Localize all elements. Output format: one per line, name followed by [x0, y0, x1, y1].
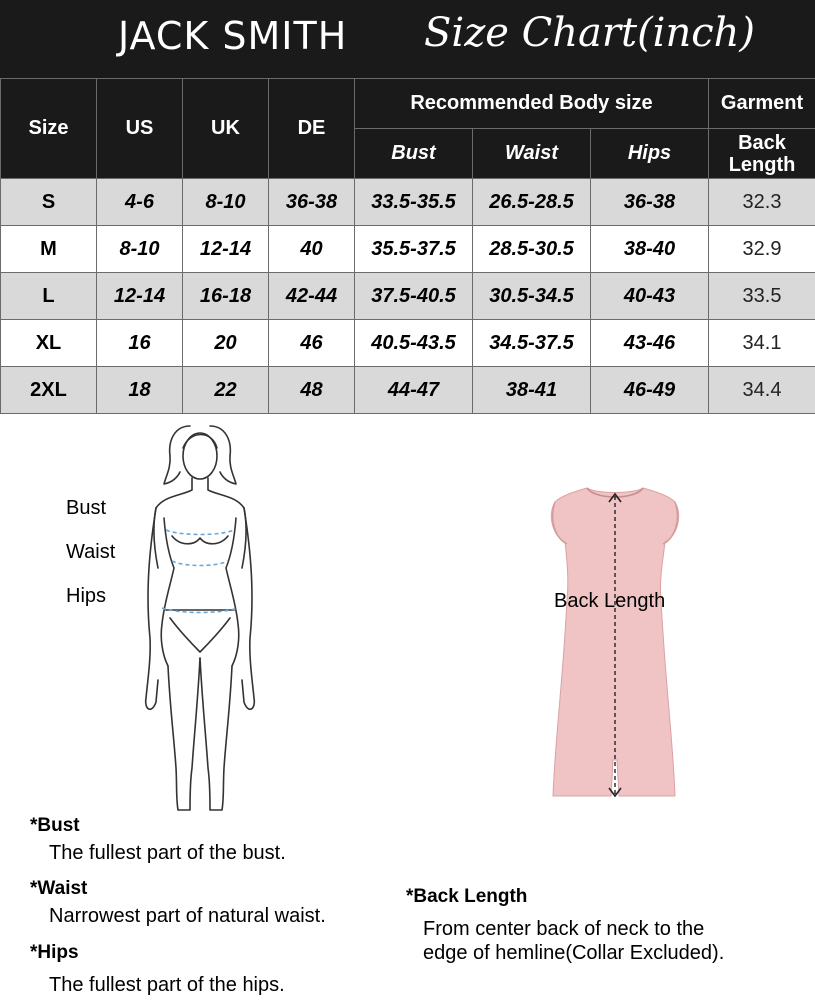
cell-uk: 8-10	[183, 179, 269, 226]
cell-back-length: 32.9	[709, 226, 815, 273]
table-row	[1, 179, 815, 226]
size-table	[0, 78, 815, 414]
cell-uk: 12-14	[183, 226, 269, 273]
cell-de: 42-44	[269, 273, 355, 320]
hips-label: Hips	[66, 585, 107, 607]
bust-label: Bust	[66, 497, 107, 519]
table-header-row	[1, 79, 815, 129]
table-row	[1, 320, 815, 367]
bust-def-text: The fullest part of the bust.	[49, 842, 286, 864]
header-bust: Bust	[355, 129, 473, 179]
cell-size: XL	[1, 320, 97, 367]
cell-waist: 26.5-28.5	[473, 179, 591, 226]
back-length-def-line1: From center back of neck to the	[423, 918, 705, 940]
header-uk: UK	[183, 79, 269, 179]
header-recommended-body-size: Recommended Body size	[355, 79, 709, 129]
header-garment: Garment	[709, 79, 815, 129]
cell-hips: 38-40	[591, 226, 709, 273]
cell-size: S	[1, 179, 97, 226]
header-banner	[0, 0, 815, 78]
cell-uk: 20	[183, 320, 269, 367]
cell-us: 16	[97, 320, 183, 367]
header-de: DE	[269, 79, 355, 179]
chart-title: Size Chart(inch)	[424, 10, 755, 56]
cell-hips: 36-38	[591, 179, 709, 226]
cell-de: 36-38	[269, 179, 355, 226]
table-row	[1, 367, 815, 414]
cell-us: 18	[97, 367, 183, 414]
table-row	[1, 226, 815, 273]
cell-de: 48	[269, 367, 355, 414]
header-back-length-text: Back Length	[728, 131, 796, 176]
cell-hips: 40-43	[591, 273, 709, 320]
cell-waist: 38-41	[473, 367, 591, 414]
hips-def-title: *Hips	[30, 942, 79, 963]
back-length-def-line2: edge of hemline(Collar Excluded).	[423, 942, 725, 964]
cell-uk: 22	[183, 367, 269, 414]
waist-def-title: *Waist	[30, 878, 88, 899]
cell-bust: 35.5-37.5	[355, 226, 473, 273]
cell-waist: 30.5-34.5	[473, 273, 591, 320]
cell-size: L	[1, 273, 97, 320]
cell-waist: 34.5-37.5	[473, 320, 591, 367]
header-us: US	[97, 79, 183, 179]
dress-illustration	[525, 480, 705, 805]
cell-back-length: 34.4	[709, 367, 815, 414]
cell-de: 40	[269, 226, 355, 273]
brand-name: JACK SMITH	[118, 14, 348, 58]
cell-uk: 16-18	[183, 273, 269, 320]
header-hips: Hips	[591, 129, 709, 179]
cell-back-length: 33.5	[709, 273, 815, 320]
waist-label: Waist	[66, 541, 116, 563]
cell-bust: 44-47	[355, 367, 473, 414]
cell-bust: 37.5-40.5	[355, 273, 473, 320]
cell-size: 2XL	[1, 367, 97, 414]
cell-de: 46	[269, 320, 355, 367]
cell-hips: 46-49	[591, 367, 709, 414]
cell-size: M	[1, 226, 97, 273]
cell-us: 4-6	[97, 179, 183, 226]
header-waist: Waist	[473, 129, 591, 179]
table-row	[1, 273, 815, 320]
cell-back-length: 32.3	[709, 179, 815, 226]
hips-def-text: The fullest part of the hips.	[49, 974, 285, 996]
back-length-def-title: *Back Length	[406, 886, 528, 907]
header-size: Size	[1, 79, 97, 179]
cell-us: 8-10	[97, 226, 183, 273]
cell-hips: 43-46	[591, 320, 709, 367]
waist-def-text: Narrowest part of natural waist.	[49, 905, 326, 927]
body-figure-illustration	[120, 418, 280, 818]
bust-def-title: *Bust	[30, 815, 80, 836]
cell-us: 12-14	[97, 273, 183, 320]
cell-bust: 40.5-43.5	[355, 320, 473, 367]
cell-waist: 28.5-30.5	[473, 226, 591, 273]
header-back-length	[709, 129, 815, 179]
cell-bust: 33.5-35.5	[355, 179, 473, 226]
back-length-label: Back Length	[554, 590, 666, 612]
cell-back-length: 34.1	[709, 320, 815, 367]
